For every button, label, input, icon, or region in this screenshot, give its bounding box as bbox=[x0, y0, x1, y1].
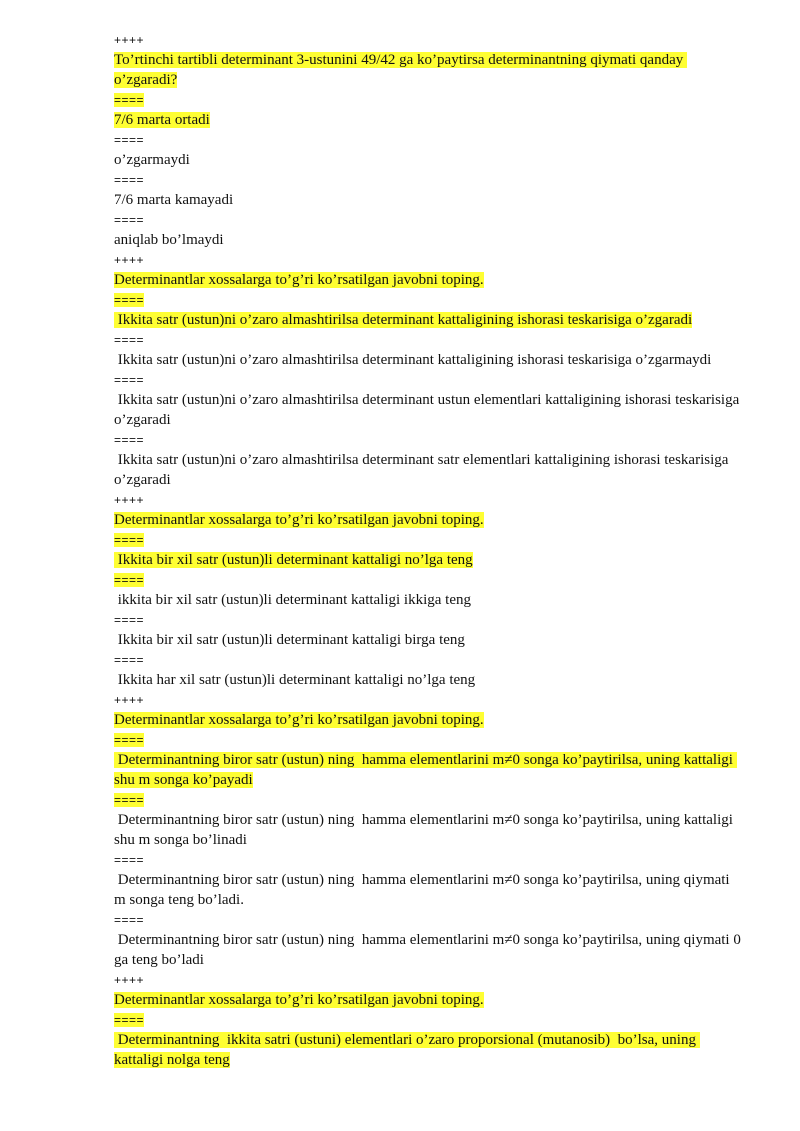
line-text: ==== bbox=[114, 373, 145, 387]
line-text: aniqlab bo’lmaydi bbox=[114, 232, 224, 248]
option-separator bbox=[114, 290, 744, 310]
line-text: Determinantning biror satr (ustun) ning hamma elementlarini m≠0 songa ko’paytirilsa, uning qiymati 0 ga teng bo’ladi bbox=[114, 932, 745, 968]
question-separator bbox=[114, 250, 744, 270]
highlighted-text: Ikkita bir xil satr (ustun)li determinant kattaligi no’lga teng bbox=[114, 552, 473, 568]
line-text: ==== bbox=[114, 913, 145, 927]
option-separator bbox=[114, 170, 744, 190]
option-separator bbox=[114, 530, 744, 550]
line-text: 7/6 marta kamayadi bbox=[114, 192, 234, 208]
line-text: Ikkita satr (ustun)ni o’zaro almashtirilsa determinant satr elementlari kattaligining ishorasi teskarisiga o’zgaradi bbox=[114, 452, 733, 488]
line-text: Determinantning biror satr (ustun) ning hamma elementlarini m≠0 songa ko’paytirilsa, uning kattaligi shu m songa bo’linadi bbox=[114, 812, 737, 848]
line-text: ikkita bir xil satr (ustun)li determinant kattaligi ikkiga teng bbox=[114, 592, 472, 608]
option-separator bbox=[114, 850, 744, 870]
line-text: Ikkita har xil satr (ustun)li determinant kattaligi no’lga teng bbox=[114, 672, 476, 688]
text-line bbox=[114, 630, 744, 650]
option-separator bbox=[114, 650, 744, 670]
option-separator bbox=[114, 330, 744, 350]
line-text: ==== bbox=[114, 133, 145, 147]
line-text: ++++ bbox=[114, 693, 145, 707]
line-text: ++++ bbox=[114, 493, 145, 507]
text-line bbox=[114, 930, 744, 970]
highlighted-text: ==== bbox=[114, 733, 145, 747]
line-text: Ikkita satr (ustun)ni o’zaro almashtirilsa determinant kattaligining ishorasi teskarisiga o’zgarmaydi bbox=[114, 352, 712, 368]
option-separator bbox=[114, 90, 744, 110]
text-line bbox=[114, 450, 744, 490]
line-text: o’zgarmaydi bbox=[114, 152, 190, 168]
option-separator bbox=[114, 370, 744, 390]
text-line bbox=[114, 150, 744, 170]
highlighted-text: 7/6 marta ortadi bbox=[114, 112, 210, 128]
text-line bbox=[114, 310, 744, 330]
text-line bbox=[114, 990, 744, 1010]
text-line bbox=[114, 1030, 744, 1070]
text-line bbox=[114, 810, 744, 850]
text-line bbox=[114, 710, 744, 730]
highlighted-text: ==== bbox=[114, 293, 145, 307]
text-line bbox=[114, 270, 744, 290]
line-text: Ikkita bir xil satr (ustun)li determinant kattaligi birga teng bbox=[114, 632, 465, 648]
text-line bbox=[114, 390, 744, 430]
text-line bbox=[114, 870, 744, 910]
text-line bbox=[114, 510, 744, 530]
text-line bbox=[114, 670, 744, 690]
option-separator bbox=[114, 1010, 744, 1030]
line-text: ==== bbox=[114, 853, 145, 867]
line-text: ==== bbox=[114, 653, 145, 667]
option-separator bbox=[114, 130, 744, 150]
line-text: ++++ bbox=[114, 973, 145, 987]
highlighted-text: To’rtinchi tartibli determinant 3-ustunini 49/42 ga ko’paytirsa determinantning qiymati qanday o’zgaradi? bbox=[114, 52, 687, 88]
line-text: ++++ bbox=[114, 33, 145, 47]
highlighted-text: Determinantlar xossalarga to’g’ri ko’rsatilgan javobni toping. bbox=[114, 992, 484, 1008]
highlighted-text: ==== bbox=[114, 573, 145, 587]
text-line bbox=[114, 750, 744, 790]
highlighted-text: Determinantlar xossalarga to’g’ri ko’rsatilgan javobni toping. bbox=[114, 512, 484, 528]
text-line bbox=[114, 110, 744, 130]
highlighted-text: ==== bbox=[114, 93, 145, 107]
highlighted-text: Determinantning biror satr (ustun) ning hamma elementlarini m≠0 songa ko’paytirilsa, uning kattaligi shu m songa ko’payadi bbox=[114, 752, 737, 788]
text-line bbox=[114, 590, 744, 610]
text-line bbox=[114, 350, 744, 370]
line-text: ++++ bbox=[114, 253, 145, 267]
highlighted-text: ==== bbox=[114, 1013, 145, 1027]
highlighted-text: Determinantlar xossalarga to’g’ri ko’rsatilgan javobni toping. bbox=[114, 272, 484, 288]
highlighted-text: Ikkita satr (ustun)ni o’zaro almashtirilsa determinant kattaligining ishorasi teskarisiga o’zgaradi bbox=[114, 312, 693, 328]
line-text: Ikkita satr (ustun)ni o’zaro almashtirilsa determinant ustun elementlari kattaligining ishorasi teskarisiga o’zgaradi bbox=[114, 392, 743, 428]
question-separator bbox=[114, 30, 744, 50]
option-separator bbox=[114, 910, 744, 930]
line-text: ==== bbox=[114, 213, 145, 227]
text-line bbox=[114, 50, 744, 90]
line-text: Determinantning biror satr (ustun) ning hamma elementlarini m≠0 songa ko’paytirilsa, uning qiymati m songa teng bo’ladi. bbox=[114, 872, 734, 908]
option-separator bbox=[114, 790, 744, 810]
highlighted-text: ==== bbox=[114, 793, 145, 807]
question-separator bbox=[114, 970, 744, 990]
text-line bbox=[114, 190, 744, 210]
option-separator bbox=[114, 570, 744, 590]
highlighted-text: Determinantning ikkita satri (ustuni) elementlari o’zaro proporsional (mutanosib) bo’lsa, uning kattaligi nolga teng bbox=[114, 1032, 700, 1068]
document-body bbox=[114, 30, 744, 1070]
option-separator bbox=[114, 430, 744, 450]
highlighted-text: ==== bbox=[114, 533, 145, 547]
line-text: ==== bbox=[114, 173, 145, 187]
line-text: ==== bbox=[114, 333, 145, 347]
option-separator bbox=[114, 610, 744, 630]
question-separator bbox=[114, 690, 744, 710]
option-separator bbox=[114, 730, 744, 750]
option-separator bbox=[114, 210, 744, 230]
line-text: ==== bbox=[114, 613, 145, 627]
text-line bbox=[114, 550, 744, 570]
question-separator bbox=[114, 490, 744, 510]
line-text: ==== bbox=[114, 433, 145, 447]
text-line bbox=[114, 230, 744, 250]
highlighted-text: Determinantlar xossalarga to’g’ri ko’rsatilgan javobni toping. bbox=[114, 712, 484, 728]
